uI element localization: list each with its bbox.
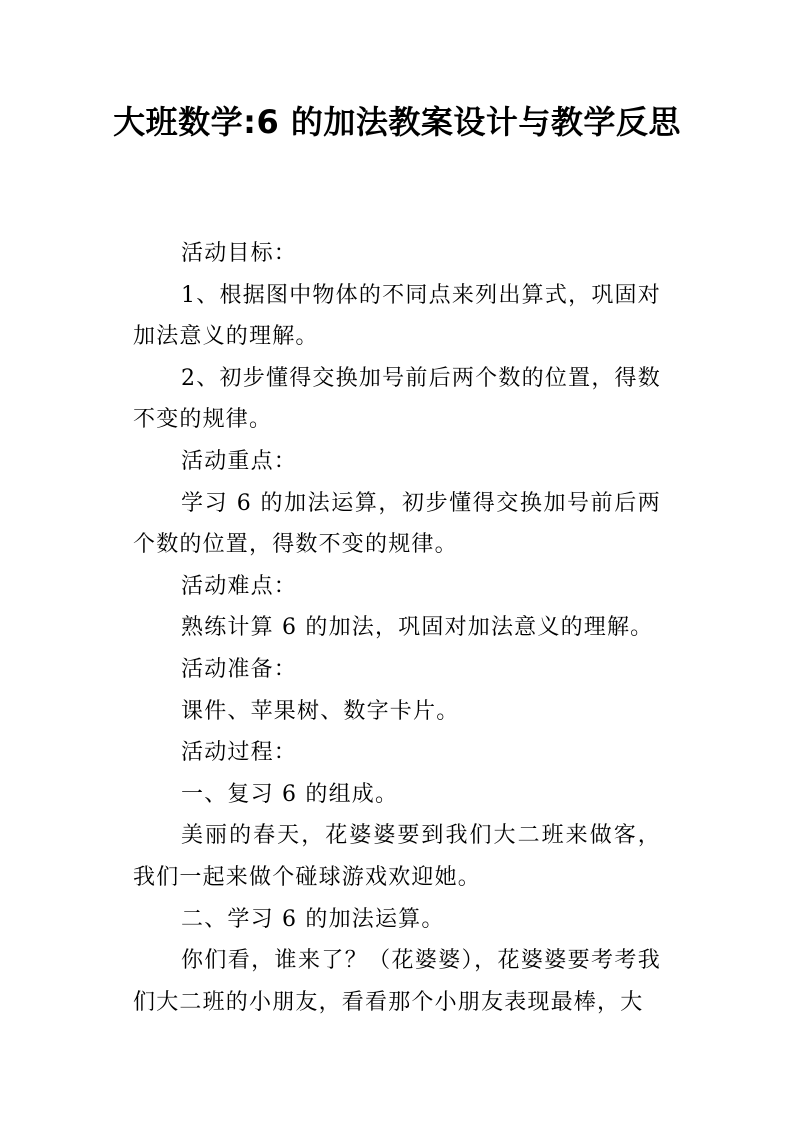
heading-process: 活动过程：: [181, 740, 298, 766]
difficulties-text: 熟练计算 6 的加法，巩固对加法意义的理解。: [181, 615, 654, 641]
document-title: 大班数学:6 的加法教案设计与教学反思: [113, 103, 681, 141]
heading-activity-goals: 活动目标：: [181, 241, 298, 266]
document-body: [133, 233, 661, 1023]
process-step-1-heading: 一、复习 6 的组成。: [181, 781, 399, 807]
key-points-text: 学习 6 的加法运算，初步懂得交换加号前后两个数的位置，得数不变的规律。: [133, 490, 661, 558]
heading-preparation: 活动准备：: [181, 656, 298, 682]
process-step-1-text: 美丽的春天，花婆婆要到我们大二班来做客，我们一起来做个碰球游戏欢迎她。: [133, 823, 661, 890]
goal-item-1: 1、根据图中物体的不同点来列出算式，巩固对加法意义的理解。: [133, 282, 661, 350]
process-step-2-text: 你们看，谁来了？（花婆婆），花婆婆要考考我们大二班的小朋友，看看那个小朋友表现最棒，大: [133, 948, 661, 1015]
heading-key-points: 活动重点：: [181, 448, 298, 474]
heading-difficulties: 活动难点：: [181, 573, 298, 599]
goal-item-2: 2、初步懂得交换加号前后两个数的位置，得数不变的规律。: [133, 365, 661, 433]
preparation-text: 课件、苹果树、数字卡片。: [181, 698, 460, 724]
process-step-2-heading: 二、学习 6 的加法运算。: [181, 906, 445, 932]
